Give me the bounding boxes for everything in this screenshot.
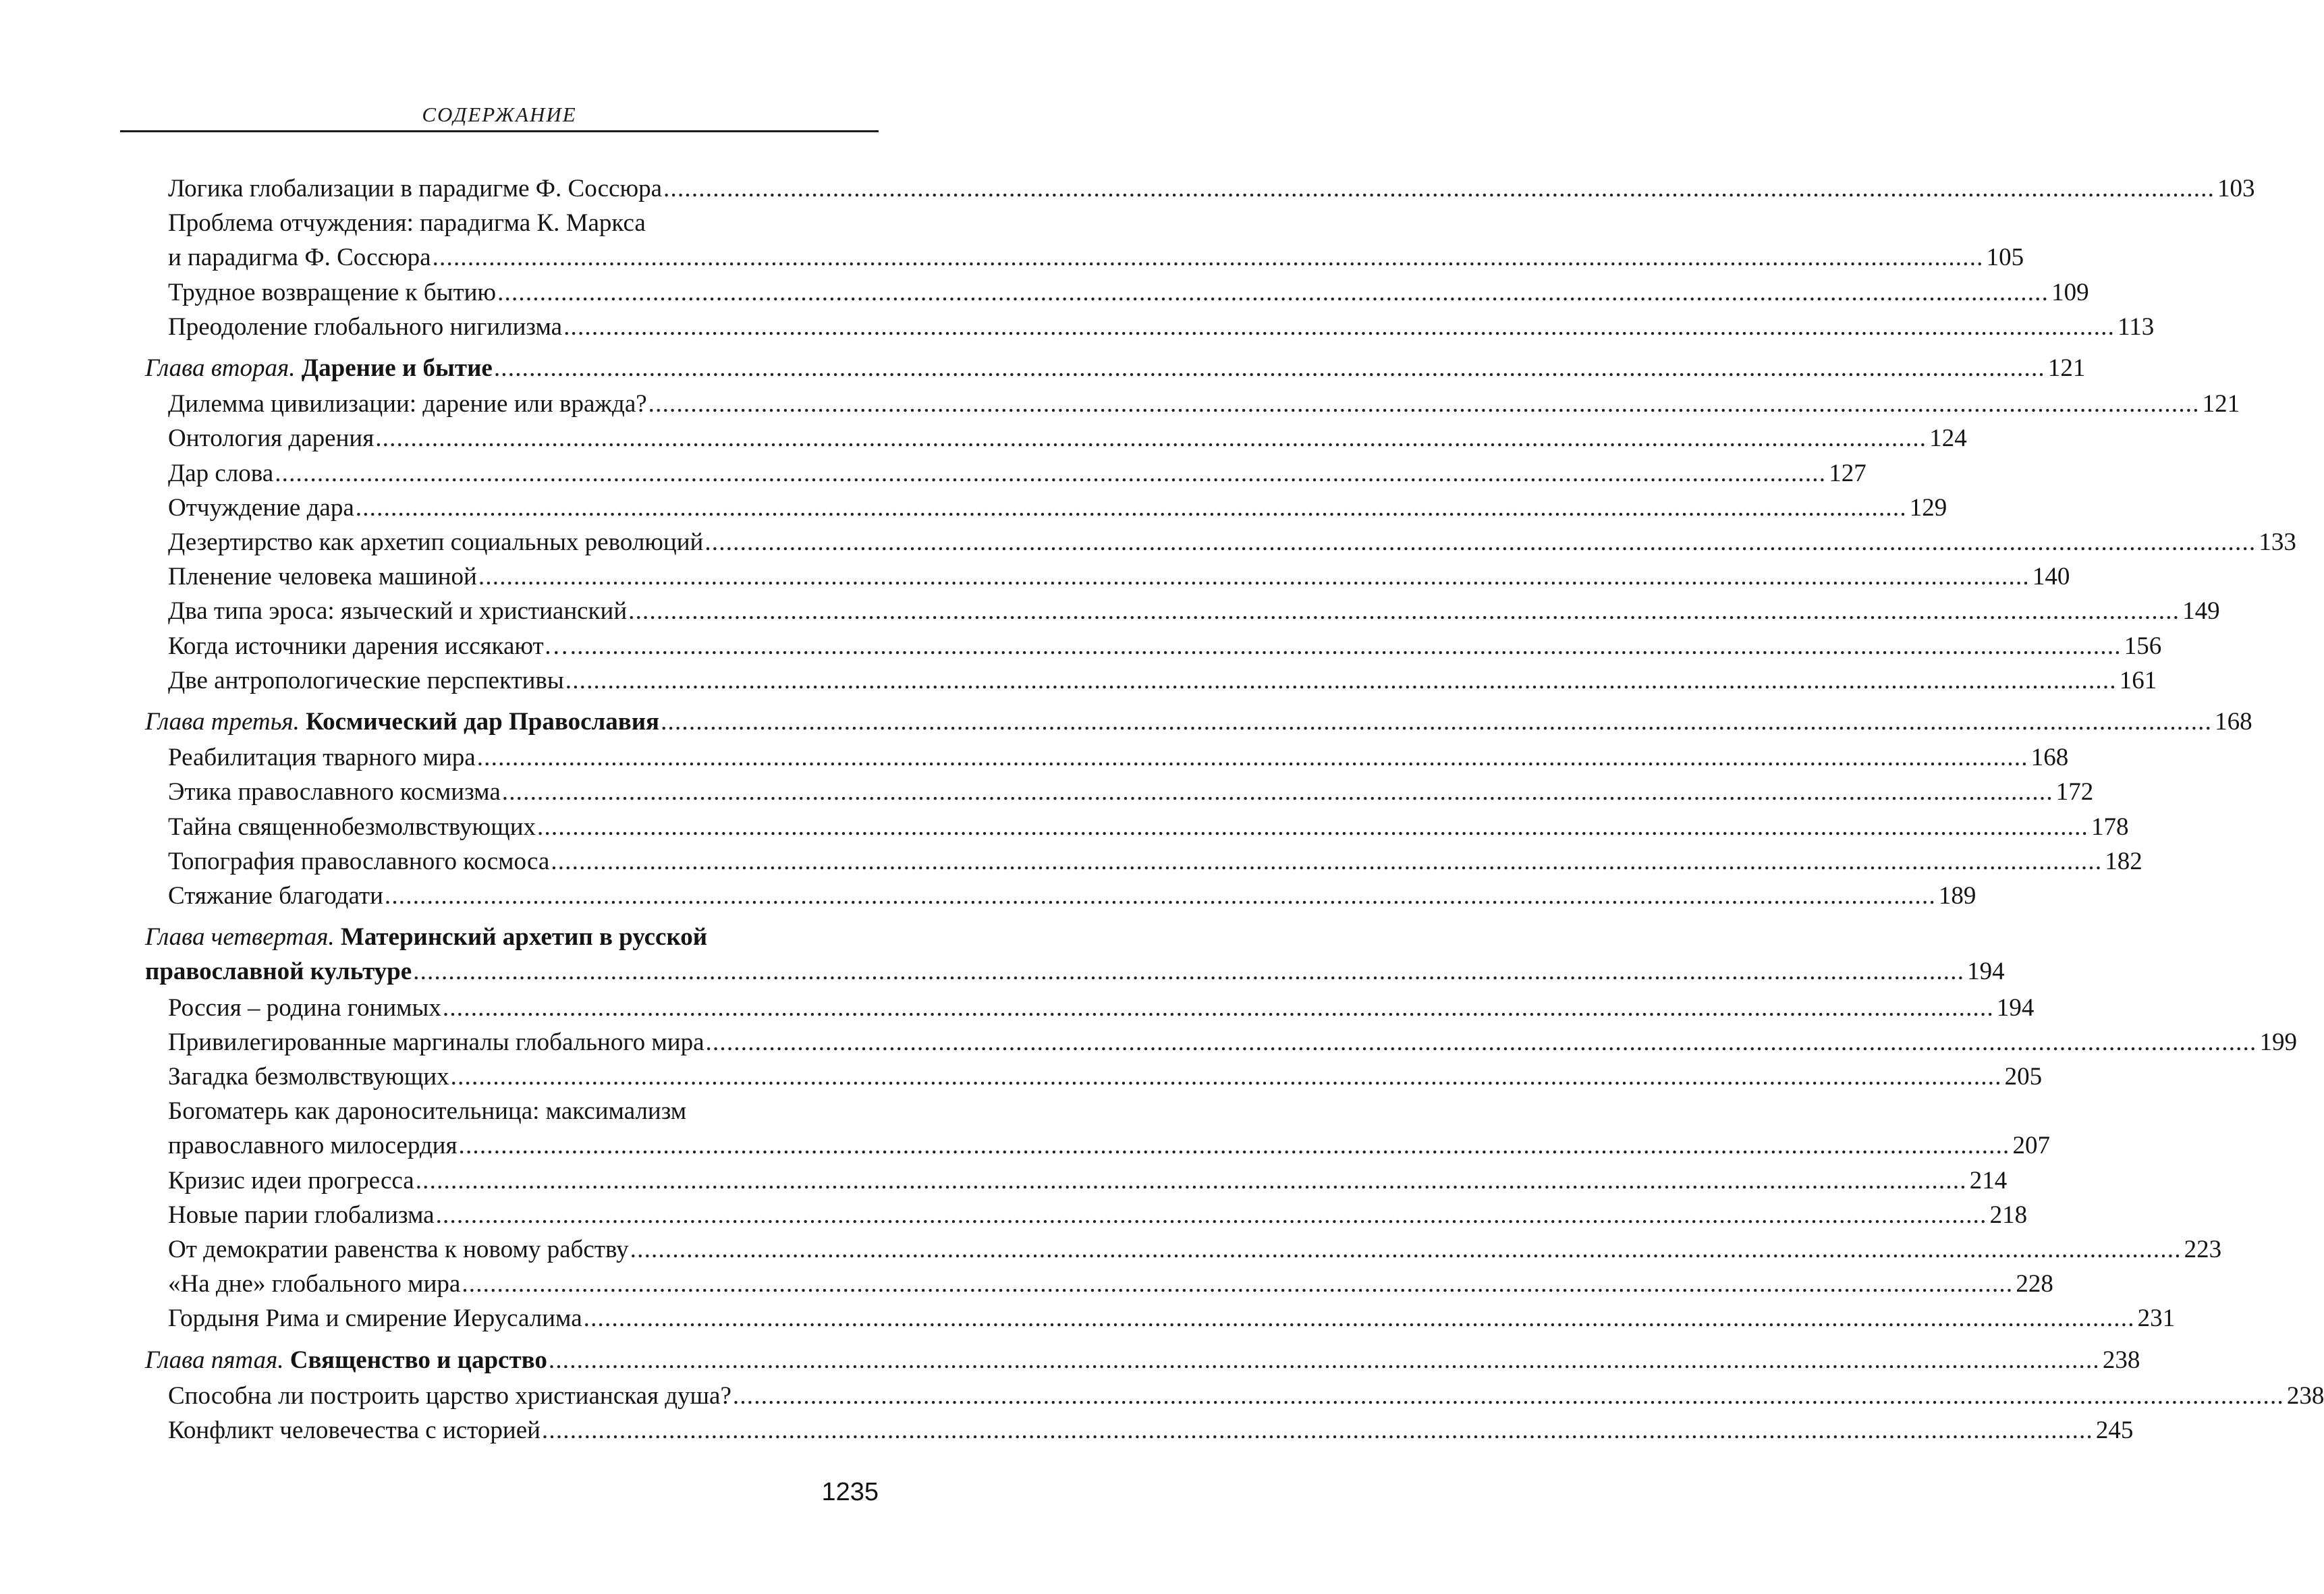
toc-page-number: 124 bbox=[1929, 424, 1967, 453]
toc-entry bbox=[168, 879, 1976, 913]
toc-page-number: 156 bbox=[2124, 632, 2162, 660]
dot-leader: ............................................................................................................................................................................................................................ bbox=[415, 1166, 1967, 1194]
chapter-title-line bbox=[145, 920, 707, 954]
toc-page-number: 245 bbox=[2095, 1417, 2134, 1444]
dot-leader: ............................................................................................................................................................................................................................ bbox=[705, 1028, 2257, 1056]
dot-leader: ............................................................................................................................................................................................................................ bbox=[565, 666, 2117, 694]
dot-leader: ............................................................................................................................................................................................................................ bbox=[462, 1270, 2014, 1298]
dot-leader: ............................................................................................................................................................................................................................ bbox=[275, 459, 1827, 487]
toc-entry-title: «На дне» глобального мира bbox=[168, 1270, 461, 1298]
toc-page-number: 207 bbox=[2012, 1132, 2050, 1160]
dot-leader: ............................................................................................................................................................................................................................ bbox=[442, 993, 1994, 1022]
toc-entry-title: Дезертирство как архетип социальных революций bbox=[168, 528, 704, 556]
dot-leader: ............................................................................................................................................................................................................................ bbox=[570, 632, 2122, 660]
toc-entry-title: Кризис идеи прогресса bbox=[168, 1166, 414, 1194]
toc-entry-title: Этика православного космизма bbox=[168, 778, 501, 806]
toc-page-number: 178 bbox=[2091, 813, 2129, 841]
toc-entry-title: Пленение человека машиной bbox=[168, 563, 477, 591]
toc-entry-title: Дилемма цивилизации: дарение или вражда? bbox=[168, 390, 647, 418]
dot-leader: ............................................................................................................................................................................................................................ bbox=[548, 1346, 2100, 1374]
chapter-entry bbox=[145, 705, 2252, 739]
toc-entry-title: Топография православного космоса bbox=[168, 847, 550, 875]
chapter-title: Дарение и бытие bbox=[301, 354, 493, 382]
dot-leader: ............................................................................................................................................................................................................................ bbox=[704, 528, 2257, 556]
toc-entry bbox=[168, 1379, 2324, 1413]
chapter-entry bbox=[145, 351, 2086, 385]
toc-entry bbox=[168, 1301, 2176, 1336]
dot-leader: ............................................................................................................................................................................................................................ bbox=[661, 708, 2213, 736]
toc-entry bbox=[168, 1163, 2008, 1198]
toc-entry bbox=[168, 525, 2296, 559]
toc-entry-title: Богоматерь как дароносительница: максимализм bbox=[168, 1097, 687, 1126]
toc-page-number: 109 bbox=[2051, 278, 2089, 306]
toc-page-number: 113 bbox=[2118, 312, 2155, 341]
dot-leader: ............................................................................................................................................................................................................................ bbox=[583, 1304, 2135, 1333]
toc-page-number: 133 bbox=[2259, 528, 2296, 556]
toc-entry-title: Тайна священнобезмолвствующих bbox=[168, 813, 536, 841]
toc-entry-title: Привилегированные маргиналы глобального мира bbox=[168, 1028, 704, 1056]
toc-entry-title: Две антропологические перспективы bbox=[168, 666, 564, 694]
chapter-title: Космический дар Православия bbox=[306, 708, 660, 736]
dot-leader: ............................................................................................................................................................................................................................ bbox=[458, 1132, 2010, 1160]
toc-page-number: 121 bbox=[2047, 354, 2086, 382]
toc-page-number: 161 bbox=[2119, 666, 2157, 694]
dot-leader: ............................................................................................................................................................................................................................ bbox=[450, 1063, 2002, 1091]
toc-page-number: 228 bbox=[2016, 1270, 2053, 1298]
toc-entry bbox=[168, 1060, 2043, 1094]
toc-page-number: 199 bbox=[2259, 1028, 2297, 1056]
toc-entry bbox=[168, 1267, 2053, 1301]
toc-page-number: 103 bbox=[2217, 175, 2255, 202]
toc-entry bbox=[168, 1232, 2222, 1267]
dot-leader: ............................................................................................................................................................................................................................ bbox=[355, 493, 1907, 522]
toc-entry-title: Реабилитация тварного мира bbox=[168, 744, 476, 772]
toc-entry bbox=[168, 387, 2240, 421]
dot-leader: ............................................................................................................................................................................................................................ bbox=[497, 278, 2049, 306]
toc-page-number: 223 bbox=[2184, 1236, 2222, 1263]
dot-leader: ............................................................................................................................................................................................................................ bbox=[413, 958, 1965, 986]
chapter-heading bbox=[145, 954, 412, 989]
toc-entry bbox=[168, 1413, 2134, 1448]
toc-entry-title: Способна ли построить царство христианская душа? bbox=[168, 1381, 731, 1410]
toc-entry-title: православного милосердия bbox=[168, 1132, 458, 1160]
header-rule bbox=[120, 130, 879, 132]
toc-entry-title: Проблема отчуждения: парадигма К. Маркса bbox=[168, 209, 646, 238]
dot-leader: ............................................................................................................................................................................................................................ bbox=[384, 882, 1936, 910]
chapter-entry bbox=[145, 1343, 2140, 1377]
dot-leader: ............................................................................................................................................................................................................................ bbox=[541, 1417, 2093, 1444]
toc-entry-title: От демократии равенства к новому рабству bbox=[168, 1236, 629, 1263]
toc-entry bbox=[168, 663, 2157, 698]
dot-leader: ............................................................................................................................................................................................................................ bbox=[435, 1201, 1987, 1229]
toc-page-number: 127 bbox=[1829, 459, 1866, 487]
toc-entry-title: Стяжание благодати bbox=[168, 882, 383, 910]
toc-page-number: 129 bbox=[1909, 493, 1947, 522]
toc-entry-line bbox=[168, 206, 646, 240]
dot-leader: ............................................................................................................................................................................................................................ bbox=[630, 1236, 2182, 1263]
toc-page-number: 205 bbox=[2004, 1063, 2043, 1091]
dot-leader: ............................................................................................................................................................................................................................ bbox=[493, 354, 2045, 382]
toc-entry bbox=[168, 1025, 2297, 1060]
toc-page-number: 218 bbox=[1989, 1201, 2028, 1229]
dot-leader: ............................................................................................................................................................................................................................ bbox=[628, 597, 2180, 626]
toc-entry-title: Трудное возвращение к бытию bbox=[168, 278, 497, 306]
toc-entry bbox=[168, 1198, 2028, 1232]
toc-entry bbox=[168, 991, 2035, 1025]
chapter-label: Глава вторая. bbox=[145, 354, 296, 382]
dot-leader: ............................................................................................................................................................................................................................ bbox=[732, 1381, 2284, 1410]
toc-entry bbox=[168, 240, 2024, 275]
dot-leader: ............................................................................................................................................................................................................................ bbox=[478, 563, 2030, 591]
toc-page-number: 172 bbox=[2055, 778, 2094, 806]
chapter-heading bbox=[145, 351, 493, 385]
dot-leader: ............................................................................................................................................................................................................................ bbox=[551, 847, 2103, 875]
toc-entry-title: Два типа эроса: языческий и христианский bbox=[168, 597, 628, 626]
toc-entry bbox=[168, 740, 2069, 775]
chapter-heading bbox=[145, 1343, 547, 1377]
toc-entry bbox=[168, 1128, 2050, 1163]
toc-entry-title: Когда источники дарения иссякают… bbox=[168, 632, 569, 660]
chapter-label: Глава третья. bbox=[145, 708, 300, 736]
toc-entry-title: и парадигма Ф. Соссюра bbox=[168, 244, 431, 272]
toc-entry-title: Дар слова bbox=[168, 459, 274, 487]
toc-entry bbox=[168, 810, 2129, 844]
toc-page-number: 121 bbox=[2202, 390, 2240, 418]
dot-leader: ............................................................................................................................................................................................................................ bbox=[648, 390, 2200, 418]
toc-page-number: 168 bbox=[2215, 708, 2252, 736]
dot-leader: ............................................................................................................................................................................................................................ bbox=[501, 778, 2053, 806]
toc-entry-title: Гордыня Рима и смирение Иерусалима bbox=[168, 1304, 582, 1333]
toc-entry bbox=[168, 456, 1866, 491]
toc-entry bbox=[168, 629, 2162, 663]
toc-entry-title: Онтология дарения bbox=[168, 424, 375, 453]
toc-page-number: 149 bbox=[2182, 597, 2220, 626]
toc-entry-title: Преодоление глобального нигилизма bbox=[168, 312, 563, 341]
toc-page-number: 168 bbox=[2030, 744, 2069, 772]
toc-entry bbox=[168, 275, 2089, 310]
dot-leader: ............................................................................................................................................................................................................................ bbox=[537, 813, 2088, 841]
toc-entry-title: Конфликт человечества с историей bbox=[168, 1417, 541, 1444]
toc-page-number: 194 bbox=[1967, 958, 2005, 986]
toc-page-number: 231 bbox=[2137, 1304, 2176, 1333]
toc-entry bbox=[168, 594, 2220, 628]
dot-leader: ............................................................................................................................................................................................................................ bbox=[432, 244, 1984, 272]
toc-entry-title: Россия – родина гонимых bbox=[168, 993, 441, 1022]
chapter-label: Глава пятая. bbox=[145, 1346, 284, 1374]
toc-page-number: 182 bbox=[2105, 847, 2142, 875]
chapter-heading bbox=[145, 705, 659, 739]
toc-page-number: 238 bbox=[2102, 1346, 2140, 1374]
toc-entry-title: Логика глобализации в парадигме Ф. Соссюра bbox=[168, 175, 663, 202]
dot-leader: ............................................................................................................................................................................................................................ bbox=[663, 175, 2215, 202]
toc-page-number: 189 bbox=[1938, 882, 1976, 910]
toc-entry bbox=[168, 310, 2155, 344]
toc-entry bbox=[168, 559, 2070, 594]
toc-page-number: 194 bbox=[1996, 993, 2035, 1022]
toc-entry bbox=[168, 775, 2094, 809]
chapter-label: Глава четвертая. bbox=[145, 923, 335, 952]
toc-entry-line bbox=[168, 1094, 686, 1128]
running-head: СОДЕРЖАНИЕ bbox=[422, 103, 577, 126]
dot-leader: ............................................................................................................................................................................................................................ bbox=[563, 312, 2115, 341]
toc-page-number: 214 bbox=[1969, 1166, 2008, 1194]
toc-entry-title: Загадка безмолвствующих bbox=[168, 1063, 449, 1091]
chapter-title: Священство и царство bbox=[289, 1346, 547, 1374]
toc-entry bbox=[168, 171, 2255, 206]
chapter-title: Материнский архетип в русской bbox=[340, 923, 708, 952]
dot-leader: ............................................................................................................................................................................................................................ bbox=[476, 744, 2028, 772]
toc-page-number: 105 bbox=[1986, 244, 2024, 272]
toc-entry bbox=[168, 421, 1967, 456]
page-number: 1235 bbox=[821, 1478, 879, 1506]
dot-leader: ............................................................................................................................................................................................................................ bbox=[375, 424, 1927, 453]
chapter-entry bbox=[145, 954, 2005, 989]
toc-entry-title: Новые парии глобализма bbox=[168, 1201, 435, 1229]
toc-entry-title: Отчуждение дара bbox=[168, 493, 354, 522]
chapter-title: православной культуре bbox=[145, 958, 412, 986]
toc-entry bbox=[168, 491, 1947, 525]
toc-page-number: 238 bbox=[2286, 1381, 2324, 1410]
toc-page-number: 140 bbox=[2032, 563, 2070, 591]
toc-entry bbox=[168, 844, 2142, 879]
